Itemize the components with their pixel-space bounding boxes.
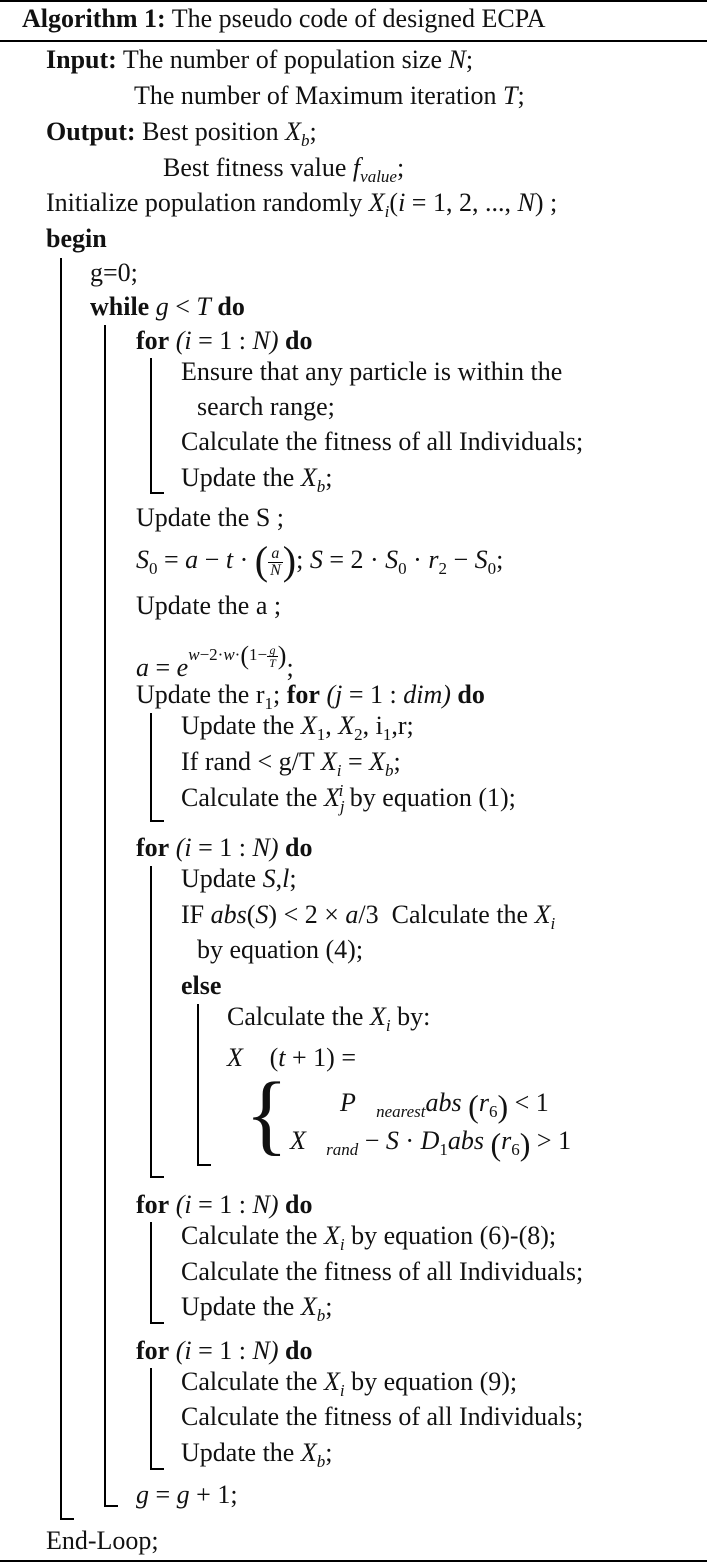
- for-loop-5-bar: [150, 1368, 152, 1468]
- loop4-line-2: Calculate the fitness of all Individuals;: [181, 1257, 584, 1286]
- loop4-line-1: Calculate the $X_i$ by equation (6)-(8);: [181, 1221, 557, 1254]
- for-loop-4-bar: [150, 1222, 152, 1322]
- while-block-end: [104, 1505, 118, 1507]
- while-block-bar: [104, 325, 106, 1505]
- top-rule: [0, 0, 707, 2]
- update-a: Update the a ;: [136, 591, 282, 620]
- else-keyword: else: [181, 971, 222, 1000]
- update-r1-line: Update the $r_1$; for (j = 1 : dim) do: [136, 680, 485, 713]
- loop5-line-1: Calculate the $X_i$ by equation (9);: [181, 1367, 518, 1400]
- else-line-1: Calculate the $X_i$ by:: [227, 1002, 431, 1035]
- for-loop-4: for (i = 1 : N) do: [136, 1190, 313, 1219]
- for-loop-5-end: [150, 1468, 164, 1470]
- while-line: while g < T do: [90, 292, 245, 321]
- loop3-line-1: Update S,l;: [181, 864, 297, 893]
- else-block-bar: [197, 1004, 199, 1164]
- loop3-line-3: by equation (4);: [197, 935, 364, 964]
- piecewise-case-2: $X⃗_{rand} - S \cdot D_1abs$ $(r_6) > 1$: [290, 1126, 572, 1162]
- for-loop-3-bar: [150, 866, 152, 1176]
- output-text-1: Best position $X_b$;: [142, 117, 317, 150]
- for-loop-2-bar: [150, 713, 152, 820]
- g-increment: g = g + 1;: [136, 1480, 238, 1509]
- loop5-line-2: Calculate the fitness of all Individuals;: [181, 1402, 584, 1431]
- loop2-line-1: Update the $X_1$, $X_2$, $i_1,r$;: [181, 711, 414, 744]
- input-line-2: [134, 81, 525, 111]
- piecewise-case-1: $P⃗_{nearest}abs$ $(r_6) < 1$: [340, 1088, 549, 1124]
- output-line-2: [163, 153, 405, 186]
- for-loop-2-end: [150, 820, 164, 822]
- algorithm-label: Algorithm 1:: [22, 4, 166, 33]
- begin-block-end: [60, 1518, 74, 1520]
- begin-block-bar: [60, 258, 62, 1518]
- output-label: Output:: [46, 117, 136, 146]
- loop2-line-2: If rand < g/T $X_i = X_b$;: [181, 747, 401, 780]
- for-loop-4-end: [150, 1322, 164, 1324]
- end-loop: End-Loop;: [46, 1526, 159, 1555]
- algorithm-header: [22, 4, 546, 34]
- loop4-line-3: Update the $X_b$;: [181, 1292, 333, 1325]
- loop1-line-2: search range;: [197, 392, 335, 421]
- a-equation: $a = e^{w-2\cdot w\cdot(1- \frac{g}{T} )}$;: [136, 641, 294, 682]
- header-rule: [0, 40, 707, 42]
- for-loop-1: for (i = 1 : N) do: [136, 326, 313, 355]
- s-equation: $S_0 = a - t$ · ( $\frac{a}{N}$ ); $S = 2 \cdot S_0 \cdot r_2 - S_0$;: [136, 538, 504, 583]
- for-loop-3: for (i = 1 : N) do: [136, 833, 313, 862]
- output-text-2: Best fitness value $f_{value}$;: [163, 153, 405, 186]
- for-loop-1-bar: [150, 358, 152, 492]
- loop1-line-1: Ensure that any particle is within the: [181, 357, 563, 386]
- begin-keyword: begin: [46, 224, 107, 253]
- init-line: Initialize population randomly $X_i(i = 1$, 2, ..., N) ;: [46, 188, 558, 221]
- loop3-line-2: IF abs(S) < 2 × a/3 Calculate the $X_i$: [181, 900, 556, 933]
- algorithm-title: The pseudo code of designed ECPA: [171, 4, 546, 33]
- loop5-line-3: Update the $X_b$;: [181, 1438, 333, 1471]
- g-init: g=0;: [90, 258, 138, 287]
- else-line-2: X⃗ (t + 1) =: [227, 1043, 356, 1072]
- input-label: Input:: [46, 45, 117, 74]
- input-text-1: The number of population size N;: [122, 45, 474, 74]
- for-loop-5: for (i = 1 : N) do: [136, 1336, 313, 1365]
- bottom-rule: [0, 1560, 707, 1562]
- loop2-line-3: Calculate the $X_j^i$ by equation (1);: [181, 781, 516, 816]
- input-text-2: The number of Maximum iteration T;: [134, 81, 525, 110]
- loop1-line-3: Calculate the fitness of all Individuals;: [181, 427, 584, 456]
- piecewise-brace: {: [245, 1065, 289, 1164]
- update-s: Update the S ;: [136, 503, 285, 532]
- input-line-1: [46, 45, 473, 75]
- else-block-end: [197, 1164, 211, 1166]
- loop1-line-4: Update the $X_b$;: [181, 463, 333, 496]
- for-loop-3-end: [150, 1176, 164, 1178]
- output-line-1: [46, 117, 317, 150]
- for-loop-1-end: [150, 492, 164, 494]
